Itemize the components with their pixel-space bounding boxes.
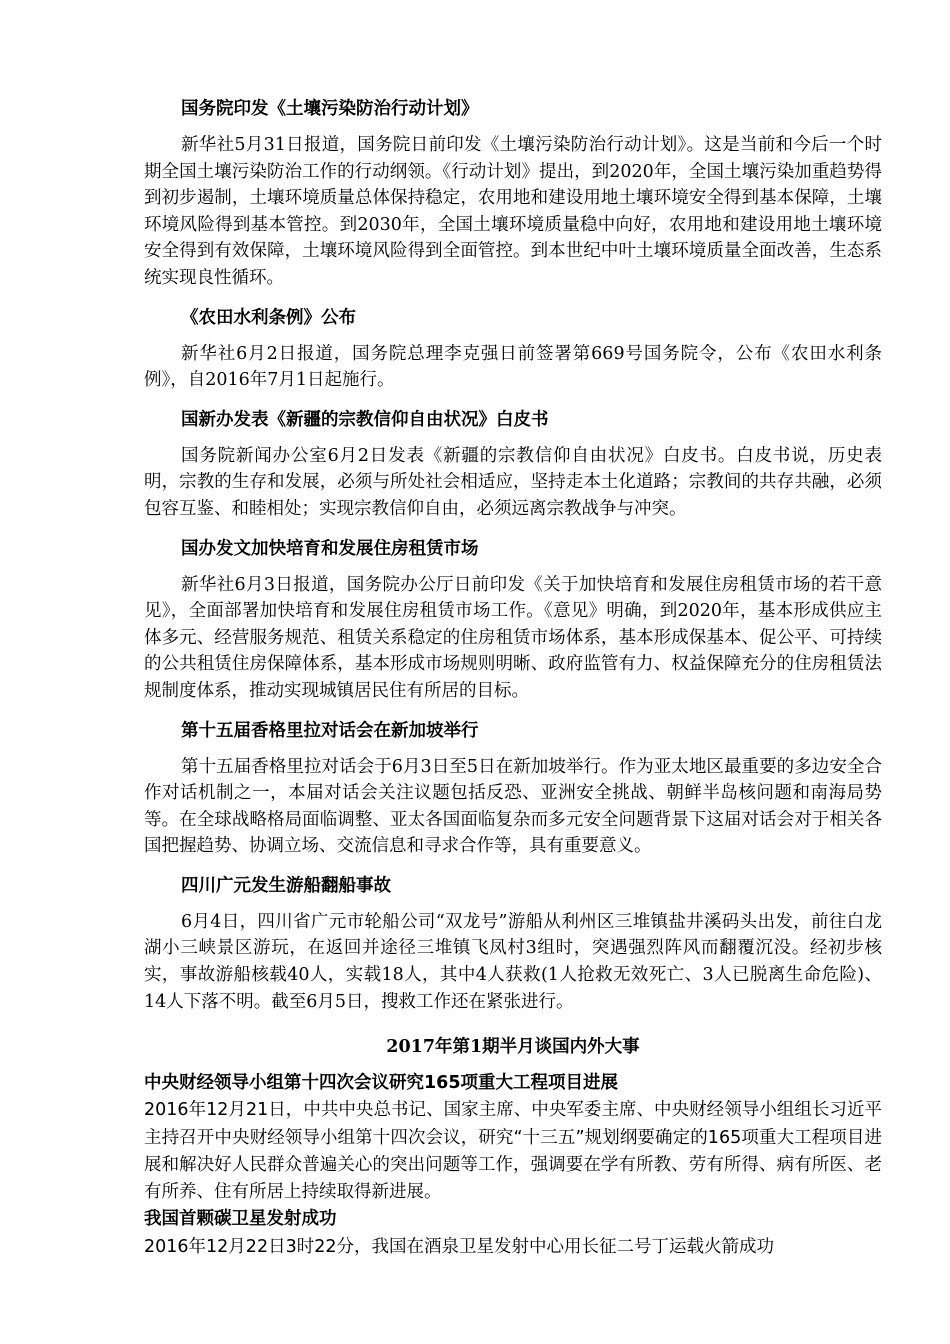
article-body: 新华社6月2日报道，国务院总理李克强日前签署第669号国务院令，公布《农田水利条例》，自2016年7月1日起施行。	[144, 343, 882, 391]
article-housing-rental	[144, 536, 882, 705]
article-headline: 四川广元发生游船翻船事故	[181, 875, 391, 896]
article-headline: 我国首颗碳卫星发射成功	[144, 1209, 337, 1230]
article-body: 新华社5月31日报道，国务院日前印发《土壤污染防治行动计划》。这是当前和今后一个时期全国土壤污染防治工作的行动纲领。《行动计划》提出，到2020年，全国土壤污染加重趋势得到初步遏制，土壤环境质量总体保持稳定，农用地和建设用地土壤环境安全得到基本保障，土壤环境风险得到基本管控。到2030年，全国土壤环境质量稳中向好，农用地和建设用地土壤环境安全得到有效保障，土壤环境风险得到全面管控。到本世纪中叶土壤环境质量全面改善，生态系统实现良性循环。	[144, 135, 882, 288]
article-headline: 《农田水利条例》公布	[181, 307, 356, 328]
article-body: 国务院新闻办公室6月2日发表《新疆的宗教信仰自由状况》白皮书。白皮书说，历史表明，宗教的生存和发展，必须与所处社会相适应，坚持走本土化道路；宗教间的共存共融，必须包容互鉴、和睦相处；实现宗教信仰自由，必须远离宗教战争与冲突。	[144, 445, 882, 519]
article-headline: 国新办发表《新疆的宗教信仰自由状况》白皮书	[181, 409, 549, 430]
article-soil-pollution	[144, 96, 882, 292]
article-carbon-satellite	[144, 1206, 882, 1261]
article-farmland-water	[144, 305, 882, 394]
article-body: 2016年12月21日，中共中央总书记、国家主席、中央军委主席、中央财经领导小组组长习近平主持召开中央财经领导小组第十四次会议，研究“十三五”规划纲要确定的165项重大工程项目进展和解决好人民群众普遍关心的突出问题等工作，强调要在学有所教、劳有所得、病有所医、老有所养、住有所居上持续取得新进展。	[144, 1100, 882, 1203]
article-shangri-la-dialogue	[144, 718, 882, 860]
article-body: 6月4日，四川省广元市轮船公司“双龙号”游船从利州区三堆镇盐井溪码头出发，前往白龙湖小三峡景区游玩，在返回并途径三堆镇飞凤村3组时，突遇强烈阵风而翻覆沉没。经初步核实，事故游船核载40人，实载18人，其中4人获救(1人抢救无效死亡、3人已脱离生命危险)、14人下落不明。截至6月5日，搜救工作还在紧张进行。	[144, 911, 882, 1012]
article-finance-leading-group	[144, 1070, 882, 1206]
news-section-2	[144, 1070, 882, 1261]
news-section-1	[144, 96, 882, 1028]
article-body: 第十五届香格里拉对话会于6月3日至5日在新加坡举行。作为亚太地区最重要的多边安全合作对话机制之一，本届对话会关注议题包括反恐、亚洲安全挑战、朝鲜半岛核问题和南海局势等。在全球战略格局面临调整、亚太各国面临复杂而多元安全问题背景下这届对话会对于相关各国把握趋势、协调立场、交流信息和寻求合作等，具有重要意义。	[144, 756, 882, 857]
issue-title: 2017年第1期半月谈国内外大事	[386, 1037, 640, 1057]
article-headline: 第十五届香格里拉对话会在新加坡举行	[181, 720, 479, 741]
article-headline: 国务院印发《土壤污染防治行动计划》	[181, 99, 479, 119]
article-body: 2016年12月22日3时22分，我国在酒泉卫星发射中心用长征二号丁运载火箭成功	[144, 1236, 774, 1257]
article-body: 新华社6月3日报道，国务院办公厅日前印发《关于加快培育和发展住房租赁市场的若干意见》，全面部署加快培育和发展住房租赁市场工作。《意见》明确，到2020年，基本形成供应主体多元、经营服务规范、租赁关系稳定的住房租赁市场体系，基本形成保基本、促公平、可持续的公共租赁住房保障体系，基本形成市场规则明晰、政府监管有力、权益保障充分的住房租赁法规制度体系，推动实现城镇居民住有所居的目标。	[144, 574, 882, 701]
article-boat-accident	[144, 873, 882, 1015]
article-xinjiang-whitepaper	[144, 407, 882, 523]
article-headline: 中央财经领导小组第十四次会议研究165项重大工程项目进展	[144, 1073, 619, 1093]
article-headline: 国办发文加快培育和发展住房租赁市场	[181, 538, 479, 559]
